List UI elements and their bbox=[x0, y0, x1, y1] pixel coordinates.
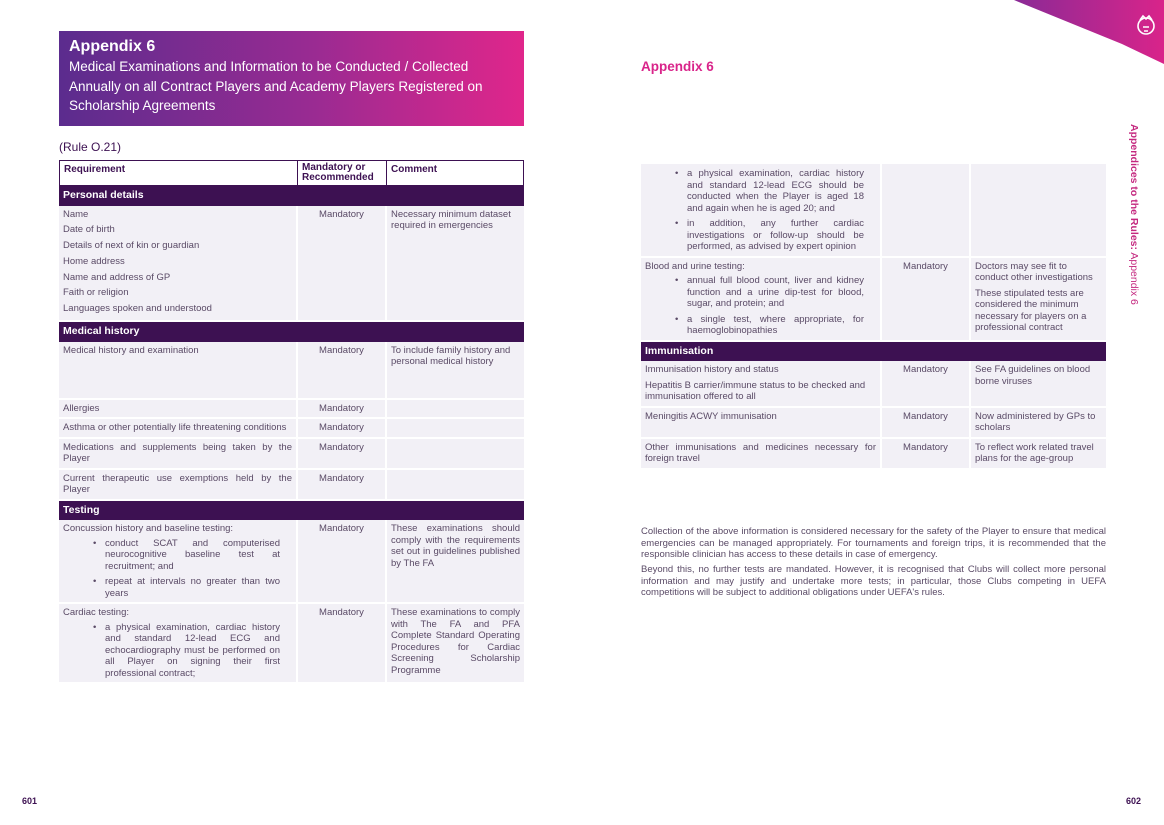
table-row bbox=[59, 419, 524, 439]
running-header-bold: Appendices to the Rules: bbox=[1128, 124, 1140, 251]
status-cell bbox=[882, 164, 971, 258]
comment-cell bbox=[387, 439, 524, 470]
status-cell: Mandatory bbox=[298, 520, 387, 604]
comment-text: Doctors may see fit to conduct other investigations bbox=[975, 260, 1093, 283]
requirement-cell: Meningitis ACWY immunisation bbox=[641, 408, 882, 439]
requirement-cell: Other immunisations and medicines necessary for foreign travel bbox=[641, 439, 882, 470]
list-item: • a physical examination, cardiac history and standard 12-lead ECG should be conducted when the Player is aged 18 and again when he is aged 20; and bbox=[675, 168, 864, 214]
table-row bbox=[59, 439, 524, 470]
right-page-title: Appendix 6 bbox=[641, 59, 714, 74]
requirement-cell bbox=[59, 206, 298, 323]
requirement-text: Cardiac testing: bbox=[63, 607, 130, 619]
status-cell: Mandatory bbox=[882, 439, 971, 470]
table-row bbox=[59, 604, 524, 684]
status-cell: Mandatory bbox=[298, 342, 387, 400]
table-row bbox=[59, 206, 524, 323]
list-item: • a single test, where appropriate, for haemoglobinopathies bbox=[675, 314, 864, 337]
status-cell: Mandatory bbox=[298, 604, 387, 684]
status-cell: Mandatory bbox=[882, 258, 971, 342]
status-cell: Mandatory bbox=[298, 439, 387, 470]
brand-corner bbox=[1014, 0, 1164, 70]
requirement-cell bbox=[641, 258, 882, 342]
header-comment: Comment bbox=[387, 160, 524, 186]
table-row bbox=[641, 361, 1106, 408]
bullet-list bbox=[63, 622, 292, 680]
requirement-cell: Asthma or other potentially life threatening conditions bbox=[59, 419, 298, 439]
list-item: • in addition, any further cardiac investigations or follow-up should be performed, as advised by expert opinion bbox=[675, 218, 864, 253]
list-item: Faith or religion bbox=[63, 287, 129, 299]
comment-cell: To reflect work related travel plans for the age-group bbox=[971, 439, 1106, 470]
comment-text: These stipulated tests are considered the minimum necessary for players on a professional contract bbox=[975, 287, 1087, 333]
section-title: Immunisation bbox=[641, 342, 1106, 362]
comment-cell bbox=[387, 470, 524, 501]
comment-cell bbox=[387, 419, 524, 439]
list-item: • repeat at intervals no greater than two years bbox=[93, 576, 280, 599]
requirement-text: Hepatitis B carrier/immune status to be checked and immunisation offered to all bbox=[645, 379, 866, 402]
list-item: • a physical examination, cardiac history and standard 12-lead ECG and echocardiography must be performed on all Player on signing their first professional contract; bbox=[93, 622, 280, 680]
comment-cell: These examinations to comply with The FA and PFA Complete Standard Operating Procedures for Cardiac Screening Scholarship Programme bbox=[387, 604, 524, 684]
list-item: Date of birth bbox=[63, 224, 115, 236]
list-item: Name bbox=[63, 208, 89, 220]
page-number-right: 602 bbox=[1126, 796, 1142, 806]
list-item: Details of next of kin or guardian bbox=[63, 240, 200, 252]
appendix-banner bbox=[59, 31, 524, 126]
comment-cell: Now administered by GPs to scholars bbox=[971, 408, 1106, 439]
comment-cell: These examinations should comply with the requirements set out in guidelines published by The FA bbox=[387, 520, 524, 604]
section-testing bbox=[59, 501, 524, 521]
banner-subtitle: Medical Examinations and Information to be Conducted / Collected Annually on all Contract Players and Academy Players Registered on Scholarship Agreements bbox=[69, 59, 483, 113]
bullet-list bbox=[645, 168, 876, 253]
header-requirement: Requirement bbox=[59, 160, 298, 186]
status-cell: Mandatory bbox=[882, 361, 971, 408]
bullet-list bbox=[63, 538, 292, 600]
requirement-text: Immunisation history and status bbox=[645, 364, 779, 375]
requirement-cell: Medications and supplements being taken by the Player bbox=[59, 439, 298, 470]
status-cell: Mandatory bbox=[298, 400, 387, 420]
header-mandatory: Mandatory or Recommended bbox=[298, 160, 387, 186]
banner-title: Appendix 6 bbox=[69, 38, 156, 55]
list-item: Name and address of GP bbox=[63, 271, 171, 283]
requirement-cell bbox=[641, 164, 882, 258]
running-header-light: Appendix 6 bbox=[1128, 250, 1140, 305]
requirements-table-left bbox=[59, 160, 524, 684]
bullet-list bbox=[645, 275, 876, 337]
list-item: • annual full blood count, liver and kidney function and a urine dip-test for blood, sugar, and protein; and bbox=[675, 275, 864, 310]
table-row bbox=[641, 258, 1106, 342]
requirement-cell bbox=[59, 520, 298, 604]
status-cell: Mandatory bbox=[298, 419, 387, 439]
page-number-left: 601 bbox=[22, 796, 38, 806]
status-cell: Mandatory bbox=[882, 408, 971, 439]
requirement-cell bbox=[59, 604, 298, 684]
table-row bbox=[59, 400, 524, 420]
running-header-vertical bbox=[1128, 124, 1140, 305]
requirement-cell bbox=[641, 361, 882, 408]
comment-cell: To include family history and personal medical history bbox=[387, 342, 524, 400]
comment-cell: Necessary minimum dataset required in emergencies bbox=[387, 206, 524, 323]
paragraph-collection: Collection of the above information is considered necessary for the safety of the Player to ensure that medical emergencies can be managed appropriately. For tournaments and foreign trips, it is recommended that the responsible clinician has access to these details in case of emergency. bbox=[641, 526, 1106, 560]
section-title: Testing bbox=[59, 501, 524, 521]
table-row bbox=[59, 520, 524, 604]
section-title: Personal details bbox=[59, 186, 524, 206]
section-personal-details bbox=[59, 186, 524, 206]
table-row bbox=[641, 164, 1106, 258]
requirements-table-right bbox=[641, 164, 1106, 470]
status-cell: Mandatory bbox=[298, 470, 387, 501]
list-item: Languages spoken and understood bbox=[63, 303, 212, 315]
section-title: Medical history bbox=[59, 322, 524, 342]
table-row bbox=[59, 342, 524, 400]
requirement-cell: Allergies bbox=[59, 400, 298, 420]
comment-cell bbox=[971, 164, 1106, 258]
list-item: Home address bbox=[63, 255, 125, 267]
section-medical-history bbox=[59, 322, 524, 342]
paragraph-further-tests: Beyond this, no further tests are mandated. However, it is recognised that Clubs will collect more personal information and may justify and undertake more tests; in particular, those Clubs competing in UEFA competitions will be subject to additional obligations under UEFA's rules. bbox=[641, 564, 1106, 598]
comment-cell: See FA guidelines on blood borne viruses bbox=[971, 361, 1106, 408]
requirement-text: Blood and urine testing: bbox=[645, 260, 745, 272]
requirement-cell: Medical history and examination bbox=[59, 342, 298, 400]
section-immunisation bbox=[641, 342, 1106, 362]
status-cell: Mandatory bbox=[298, 206, 387, 323]
comment-cell bbox=[971, 258, 1106, 342]
table-header bbox=[59, 160, 524, 186]
requirement-cell: Current therapeutic use exemptions held by the Player bbox=[59, 470, 298, 501]
rule-reference: (Rule O.21) bbox=[59, 140, 122, 154]
table-row bbox=[641, 408, 1106, 439]
table-row bbox=[59, 470, 524, 501]
list-item: • conduct SCAT and computerised neurocognitive baseline test at recruitment; and bbox=[93, 538, 280, 573]
requirement-text: Concussion history and baseline testing: bbox=[63, 523, 234, 535]
table-row bbox=[641, 439, 1106, 470]
comment-cell bbox=[387, 400, 524, 420]
